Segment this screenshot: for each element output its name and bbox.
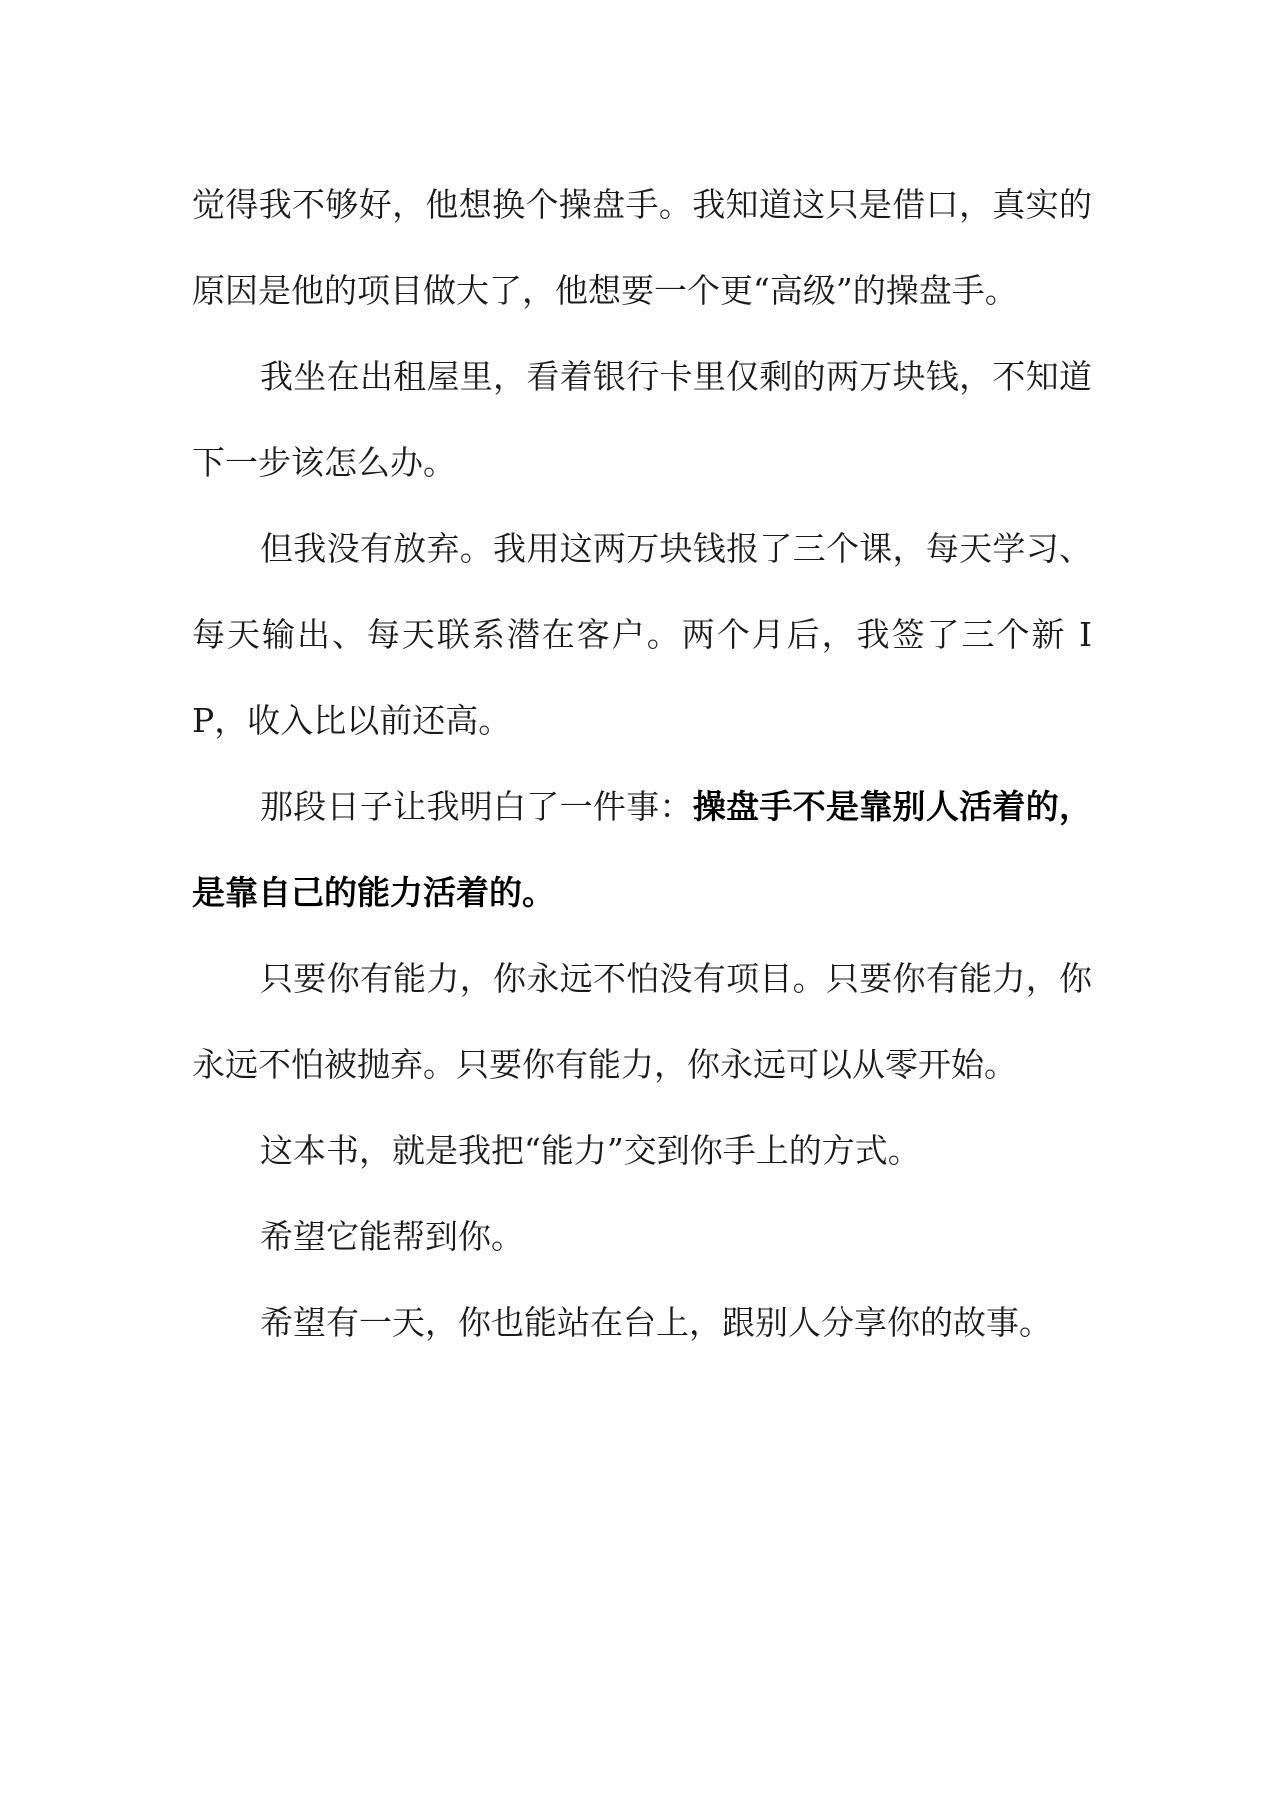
paragraph-1: 觉得我不够好，他想换个操盘手。我知道这只是借口，真实的原因是他的项目做大了，他想要一个更“高级”的操盘手。	[192, 185, 1092, 310]
paragraph-5: 只要你有能力，你永远不怕没有项目。只要你有能力，你永远不怕被抛弃。只要你有能力，你永远可以从零开始。	[192, 959, 1092, 1084]
paragraph-4	[192, 764, 1092, 936]
paragraph-6: 这本书，就是我把“能力”交到你手上的方式。	[260, 1131, 921, 1170]
paragraph-7: 希望它能帮到你。	[260, 1217, 524, 1256]
paragraph-3: 但我没有放弃。我用这两万块钱报了三个课，每天学习、每天输出、每天联系潜在客户。两个月后，我签了三个新 IP，收入比以前还高。	[192, 529, 1092, 740]
paragraph-2: 我坐在出租屋里，看着银行卡里仅剩的两万块钱，不知道下一步该怎么办。	[192, 357, 1092, 482]
paragraph-8: 希望有一天，你也能站在台上，跟别人分享你的故事。	[260, 1303, 1052, 1342]
paragraph-4-bold-text: 操盘手不是靠别人活着的，是靠自己的能力活着的。	[192, 787, 1093, 912]
document-body	[192, 162, 1092, 1366]
paragraph-4-plain-text: 那段日子让我明白了一件事：	[260, 787, 693, 826]
